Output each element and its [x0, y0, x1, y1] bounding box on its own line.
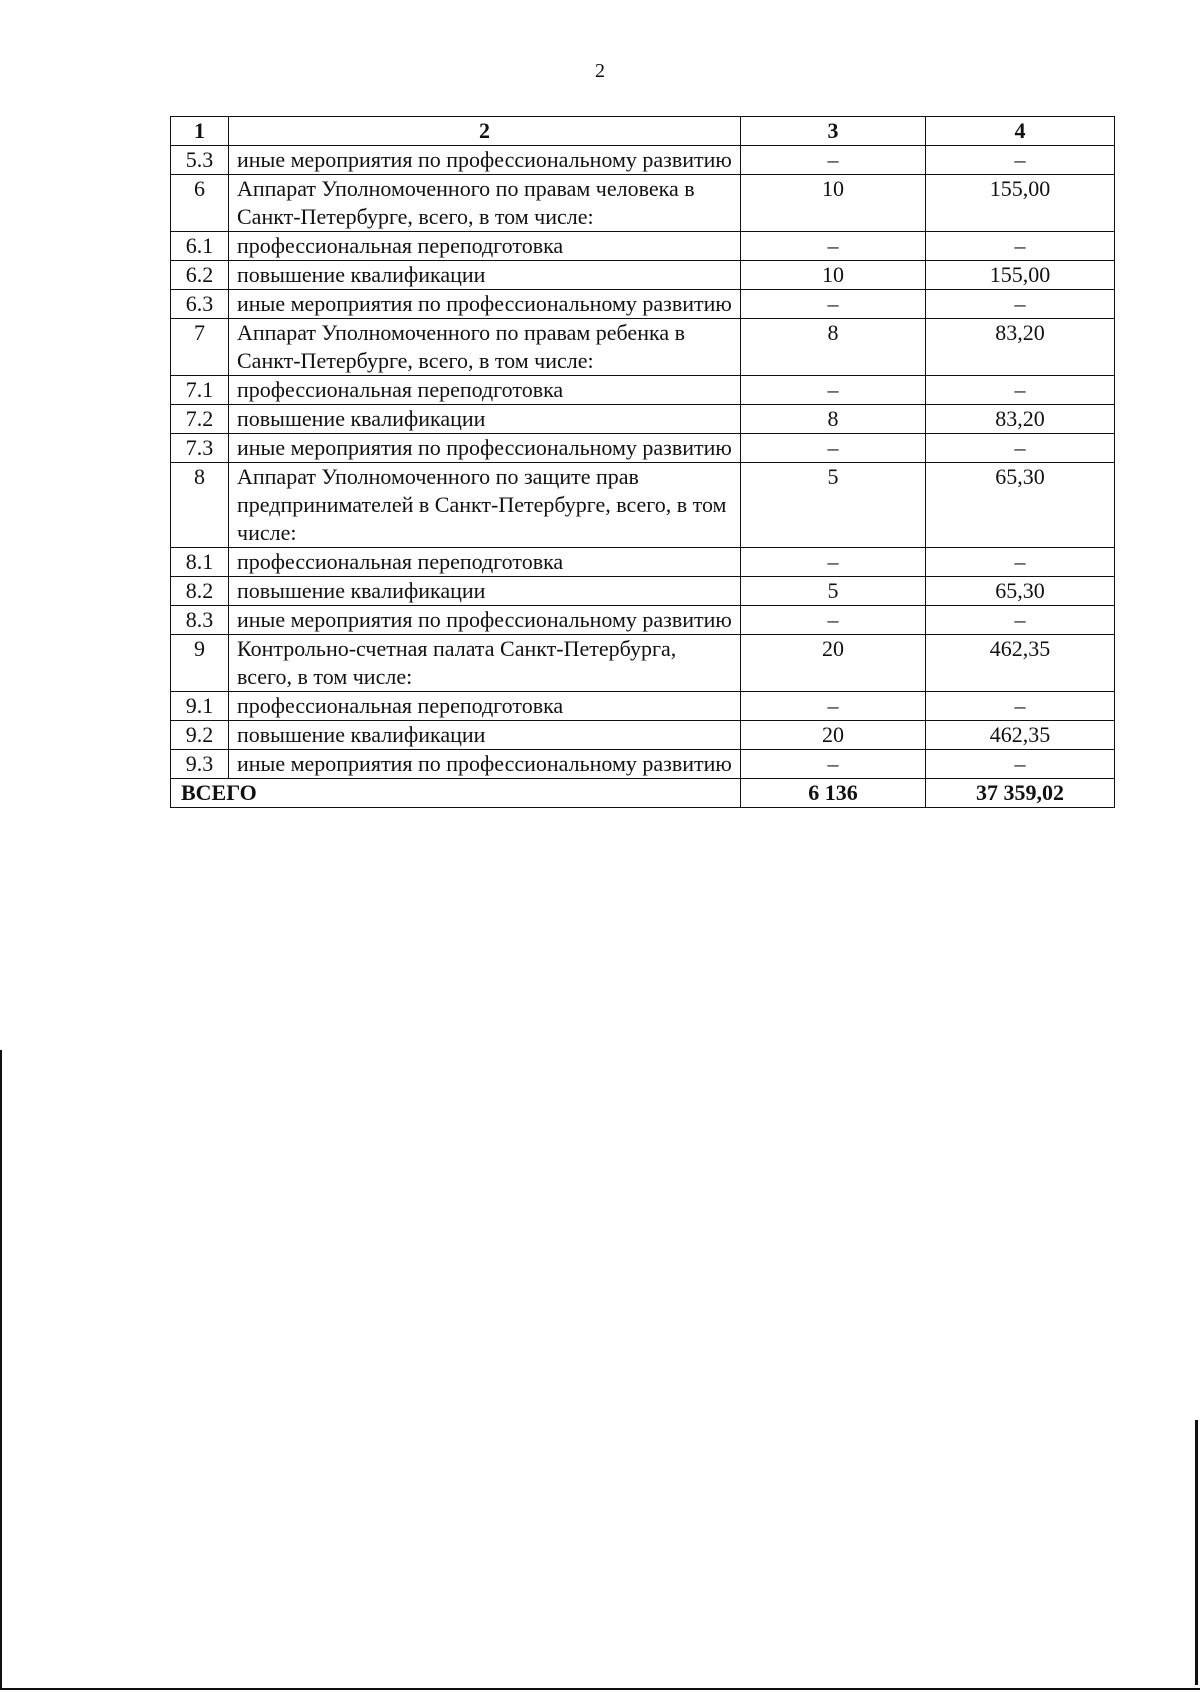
row-name: повышение квалификации — [229, 721, 741, 750]
row-name: Аппарат Уполномоченного по правам ребенка в Санкт-Петербурге, всего, в том числе: — [229, 319, 741, 376]
row-sum: 155,00 — [926, 175, 1115, 232]
table-row — [171, 405, 1115, 434]
row-sum: 65,30 — [926, 577, 1115, 606]
row-count: 5 — [741, 577, 926, 606]
row-count: – — [741, 548, 926, 577]
table-row — [171, 577, 1115, 606]
row-sum: 462,35 — [926, 635, 1115, 692]
row-name: профессиональная переподготовка — [229, 548, 741, 577]
row-name: Аппарат Уполномоченного по правам человека в Санкт-Петербурге, всего, в том числе: — [229, 175, 741, 232]
table-row — [171, 721, 1115, 750]
row-number: 5.3 — [171, 146, 229, 175]
row-number: 8 — [171, 463, 229, 548]
row-number: 7.2 — [171, 405, 229, 434]
total-row — [171, 779, 1115, 808]
row-name: профессиональная переподготовка — [229, 232, 741, 261]
table-row — [171, 463, 1115, 548]
table-row — [171, 290, 1115, 319]
row-name: профессиональная переподготовка — [229, 692, 741, 721]
table-row — [171, 606, 1115, 635]
row-name: Контрольно-счетная палата Санкт-Петербурга, всего, в том числе: — [229, 635, 741, 692]
row-name: профессиональная переподготовка — [229, 376, 741, 405]
row-number: 6 — [171, 175, 229, 232]
row-number: 7.1 — [171, 376, 229, 405]
header-row — [171, 117, 1115, 146]
row-count: – — [741, 692, 926, 721]
table-row — [171, 232, 1115, 261]
row-count: 5 — [741, 463, 926, 548]
row-name: иные мероприятия по профессиональному развитию — [229, 750, 741, 779]
row-sum: 155,00 — [926, 261, 1115, 290]
row-sum: – — [926, 290, 1115, 319]
table-row — [171, 376, 1115, 405]
row-sum: – — [926, 434, 1115, 463]
scan-edge-left — [0, 1050, 2, 1690]
table-row — [171, 692, 1115, 721]
row-count: – — [741, 290, 926, 319]
row-name: повышение квалификации — [229, 261, 741, 290]
header-col-3: 3 — [741, 117, 926, 146]
table-row — [171, 548, 1115, 577]
header-col-2: 2 — [229, 117, 741, 146]
row-sum: – — [926, 750, 1115, 779]
row-number: 6.2 — [171, 261, 229, 290]
row-name: Аппарат Уполномоченного по защите прав предпринимателей в Санкт-Петербурге, всего, в том числе: — [229, 463, 741, 548]
row-name: иные мероприятия по профессиональному развитию — [229, 434, 741, 463]
scan-edge-right — [1195, 1420, 1198, 1685]
data-table — [170, 116, 1115, 808]
row-number: 8.3 — [171, 606, 229, 635]
row-sum: – — [926, 548, 1115, 577]
row-count: 20 — [741, 635, 926, 692]
row-number: 7 — [171, 319, 229, 376]
row-sum: – — [926, 606, 1115, 635]
row-sum: 83,20 — [926, 405, 1115, 434]
row-name: повышение квалификации — [229, 405, 741, 434]
table-row — [171, 319, 1115, 376]
row-number: 9.3 — [171, 750, 229, 779]
row-count: 10 — [741, 261, 926, 290]
page-number: 2 — [595, 60, 605, 82]
row-count: – — [741, 232, 926, 261]
row-count: – — [741, 434, 926, 463]
row-name: иные мероприятия по профессиональному развитию — [229, 606, 741, 635]
row-name: иные мероприятия по профессиональному развитию — [229, 146, 741, 175]
table-row — [171, 261, 1115, 290]
header-col-1: 1 — [171, 117, 229, 146]
row-number: 9.2 — [171, 721, 229, 750]
table-row — [171, 635, 1115, 692]
row-name: повышение квалификации — [229, 577, 741, 606]
total-sum: 37 359,02 — [926, 779, 1115, 808]
header-col-4: 4 — [926, 117, 1115, 146]
row-number: 8.2 — [171, 577, 229, 606]
row-count: – — [741, 376, 926, 405]
row-count: 10 — [741, 175, 926, 232]
row-sum: – — [926, 692, 1115, 721]
row-number: 6.3 — [171, 290, 229, 319]
row-number: 9.1 — [171, 692, 229, 721]
total-count: 6 136 — [741, 779, 926, 808]
row-number: 8.1 — [171, 548, 229, 577]
total-label: ВСЕГО — [171, 779, 741, 808]
row-sum: 65,30 — [926, 463, 1115, 548]
table-row — [171, 750, 1115, 779]
row-name: иные мероприятия по профессиональному развитию — [229, 290, 741, 319]
row-sum: 462,35 — [926, 721, 1115, 750]
row-count: – — [741, 606, 926, 635]
row-number: 6.1 — [171, 232, 229, 261]
table-body — [171, 146, 1115, 808]
row-count: – — [741, 750, 926, 779]
row-sum: – — [926, 376, 1115, 405]
row-count: 8 — [741, 319, 926, 376]
row-count: 20 — [741, 721, 926, 750]
row-sum: – — [926, 146, 1115, 175]
table-row — [171, 146, 1115, 175]
row-count: – — [741, 146, 926, 175]
row-sum: – — [926, 232, 1115, 261]
row-number: 9 — [171, 635, 229, 692]
table-row — [171, 434, 1115, 463]
row-number: 7.3 — [171, 434, 229, 463]
scan-edge-bottom — [0, 1688, 1200, 1690]
table-row — [171, 175, 1115, 232]
row-sum: 83,20 — [926, 319, 1115, 376]
row-count: 8 — [741, 405, 926, 434]
